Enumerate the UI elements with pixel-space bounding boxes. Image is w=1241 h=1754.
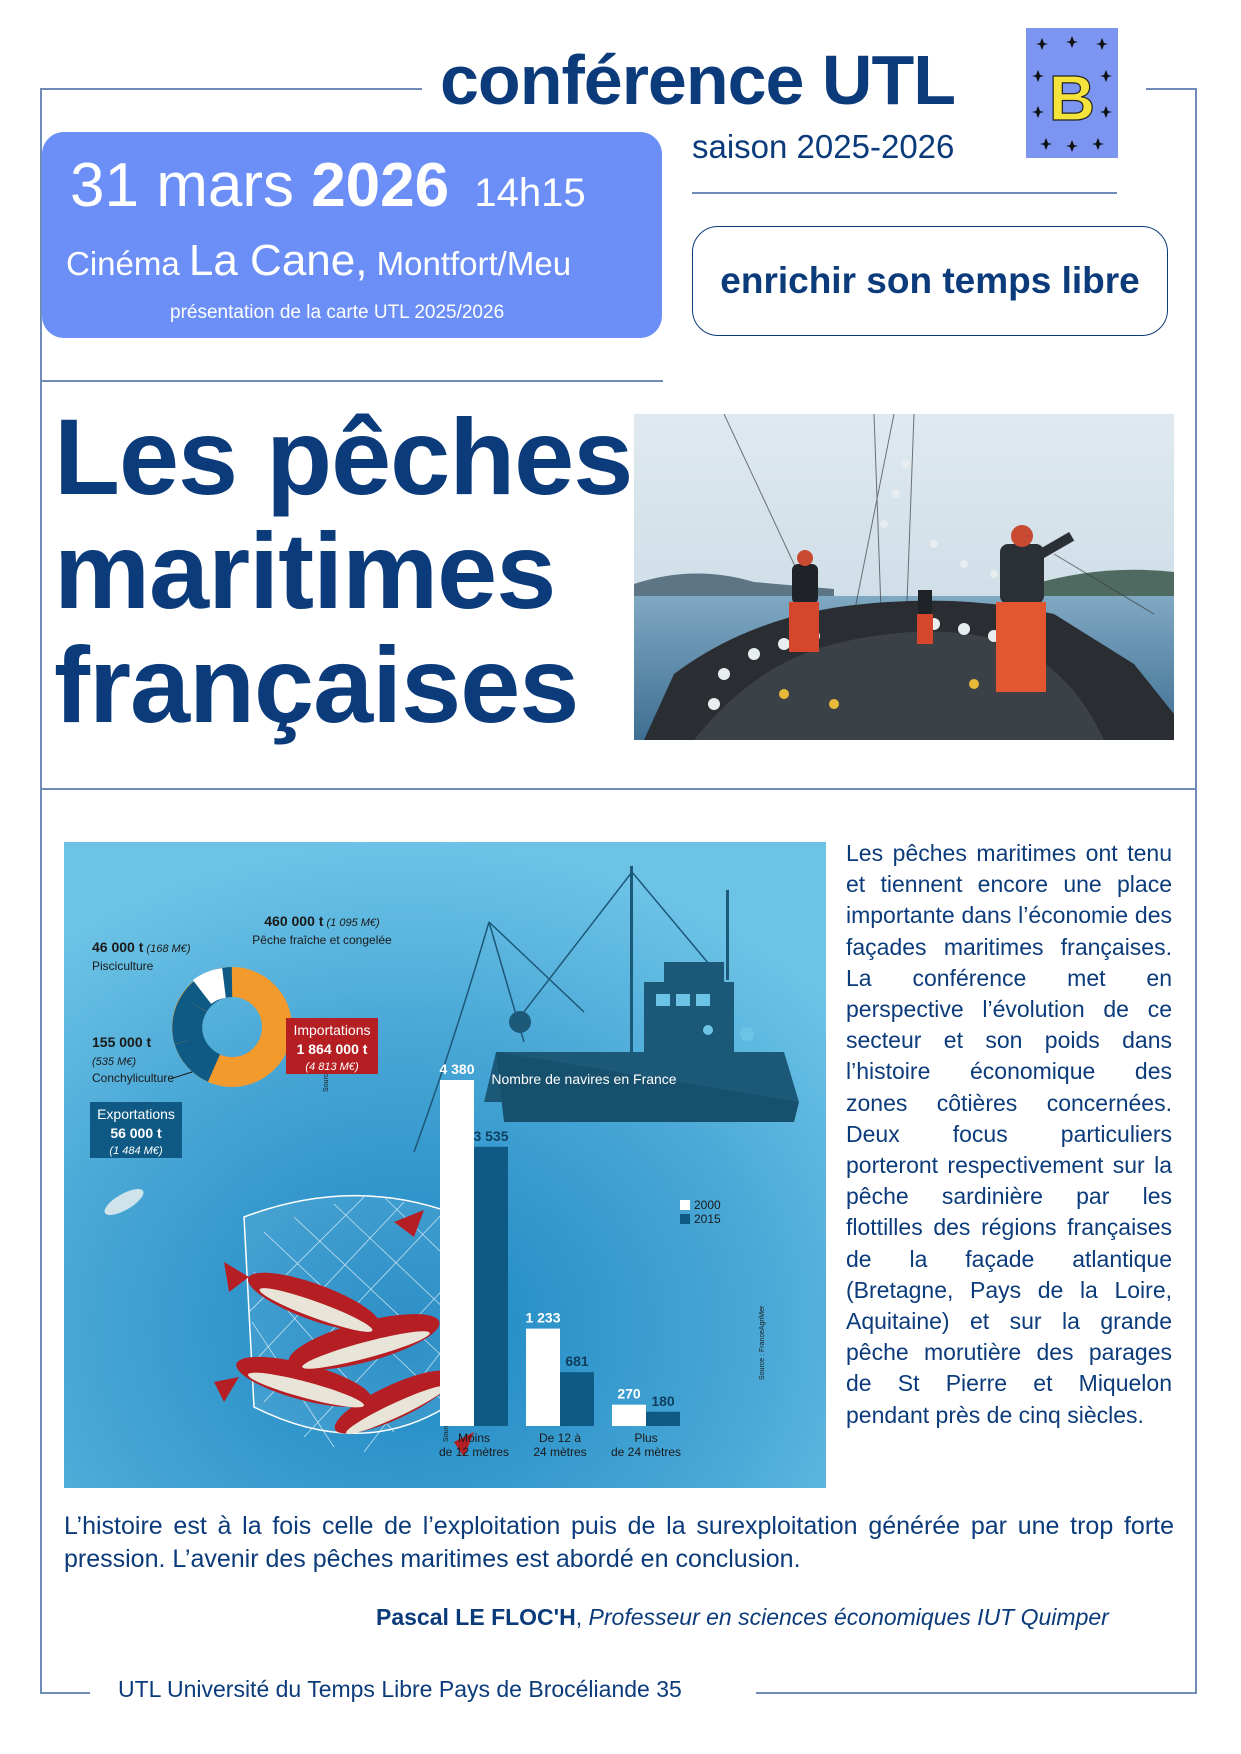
svg-text:(4 813 M€): (4 813 M€) [305, 1061, 359, 1073]
card-note: présentation de la carte UTL 2025/2026 [170, 302, 505, 323]
title-line-3: françaises [54, 624, 579, 745]
venue-name: La Cane, [188, 236, 368, 285]
exports-callout [90, 1102, 182, 1158]
venue-prefix: Cinéma [66, 245, 180, 282]
author-role: Professeur en sciences économiques IUT Quimper [588, 1604, 1109, 1630]
category-label-1-1: 24 mètres [533, 1445, 587, 1459]
author-line: Pascal LE FLOC'H, Professeur en sciences économiques IUT Quimper [376, 1604, 1109, 1630]
imports-value: 1 864 000 t [296, 1041, 368, 1057]
bar-label-2000-2: 270 [617, 1385, 641, 1402]
legend-swatch-2000 [680, 1200, 690, 1210]
fish-farming-label: Pisciculture [92, 959, 154, 973]
fishing-photo [634, 414, 1174, 740]
bar-2000-0 [440, 1080, 474, 1426]
frame-bottom-left [40, 1692, 90, 1694]
category-label-2-0: Plus [634, 1431, 658, 1445]
legend-swatch-2015 [680, 1214, 690, 1224]
bar-label-2000-0: 4 380 [439, 1061, 475, 1077]
shellfish-label: Conchyliculture [92, 1071, 175, 1085]
fresh-fish-value: 460 000 t [264, 913, 324, 929]
bar-2015-2 [646, 1412, 680, 1426]
imports-money: 4 813 M€ [309, 1061, 355, 1073]
fish-farming-value: 46 000 t [92, 939, 144, 955]
frame-right [1195, 88, 1197, 1694]
shellfish-money: 535 M€ [95, 1056, 133, 1068]
logo-bretagne [1026, 28, 1118, 158]
category-label-2-1: de 24 mètres [610, 1445, 682, 1459]
main-title [54, 396, 633, 745]
category-label-0-0: Moins [457, 1431, 491, 1445]
bar-2015-0 [474, 1147, 508, 1426]
bar-2015-1 [560, 1372, 594, 1426]
event-year: 2026 [311, 151, 450, 220]
category-label-1-0: De 12 à [538, 1431, 582, 1445]
footer-text: UTL Université du Temps Libre Pays de Brocéliande 35 [118, 1676, 682, 1702]
exports-money: 1 484 M€ [113, 1145, 159, 1157]
category-label-0-1: de 12 mètres [438, 1445, 510, 1459]
svg-text:46 000 t (168 M€): 46 000 t (168 M€) [92, 939, 191, 955]
bar-2000-2 [612, 1405, 646, 1426]
event-date-box [42, 132, 662, 338]
logo-letter: B [1048, 62, 1096, 134]
frame-left [40, 88, 42, 1694]
conclusion-text: L’histoire est à la fois celle de l’exploitation puis de la surexploitation générée par une trop forte pression. L’avenir des pêches maritimes est abordé en conclusion. [64, 1512, 1174, 1573]
legend-label-2000: 2000 [694, 1198, 721, 1212]
bar-label-2015-1: 681 [565, 1353, 589, 1370]
title-line-2: maritimes [54, 510, 556, 631]
title-line-1: Les pêches [54, 396, 633, 517]
legend-label-2015: 2015 [694, 1212, 721, 1226]
season-label: saison 2025-2026 [692, 128, 955, 165]
svg-text:(1 484 M€): (1 484 M€) [109, 1145, 163, 1157]
season-rule [692, 192, 1117, 194]
event-day-month: 31 mars [70, 151, 294, 220]
fresh-fish-label: Pêche fraîche et congelée [252, 933, 392, 947]
title-rule [40, 788, 1196, 790]
frame-bottom-right [756, 1692, 1196, 1694]
shellfish-value: 155 000 t [92, 1034, 152, 1050]
imports-label: Importations [293, 1022, 371, 1038]
exports-label: Exportations [97, 1106, 175, 1122]
svg-text:(535 M€): (535 M€) [92, 1056, 137, 1068]
event-time: 14h15 [474, 171, 586, 215]
description-text: Les pêches maritimes ont tenu et tiennent encore une place importante dans l’économie des façades maritimes françaises. La conférence met en perspective l’évolution de ce secteur et son poids dans l’histoire économique des zones côtières concernées. Deux focus particuliers porteront respectivement sur la pêche sardinière par les flottilles des régions françaises de la façade atlantique (Bretagne, Pays de la Loire, Aquitaine) et sur la grande pêche morutière des parages de St Pierre et Miquelon pendant près de cinq siècles. [846, 840, 1172, 1428]
fisheries-infographic [64, 842, 826, 1488]
exports-value: 56 000 t [110, 1125, 162, 1141]
imports-callout [286, 1018, 378, 1074]
fresh-fish-money: 1 095 M€ [330, 917, 377, 929]
bar-label-2015-2: 180 [651, 1392, 675, 1409]
conference-title: conférence UTL [440, 41, 955, 119]
header-rule [40, 380, 663, 382]
frame-top-left [40, 88, 422, 90]
venue-town: Montfort/Meu [376, 245, 572, 282]
fish-farming-money: 168 M€ [150, 943, 187, 955]
bar-label-2015-0: 3 535 [473, 1127, 509, 1144]
frame-top-right [1146, 88, 1196, 90]
svg-text:460 000 t (1 095 M€): 460 000 t (1 095 M€) [264, 913, 380, 929]
bar-2000-1 [526, 1329, 560, 1426]
bar-chart-title: Nombre de navires en France [491, 1071, 677, 1087]
bar-source: Source : FranceAgriMer [759, 1305, 766, 1380]
bar-label-2000-1: 1 233 [525, 1309, 561, 1326]
tagline-box: enrichir son temps libre [692, 226, 1168, 336]
donut-fish-farming-arc [202, 983, 224, 992]
author-name: Pascal LE FLOC'H [376, 1604, 576, 1630]
